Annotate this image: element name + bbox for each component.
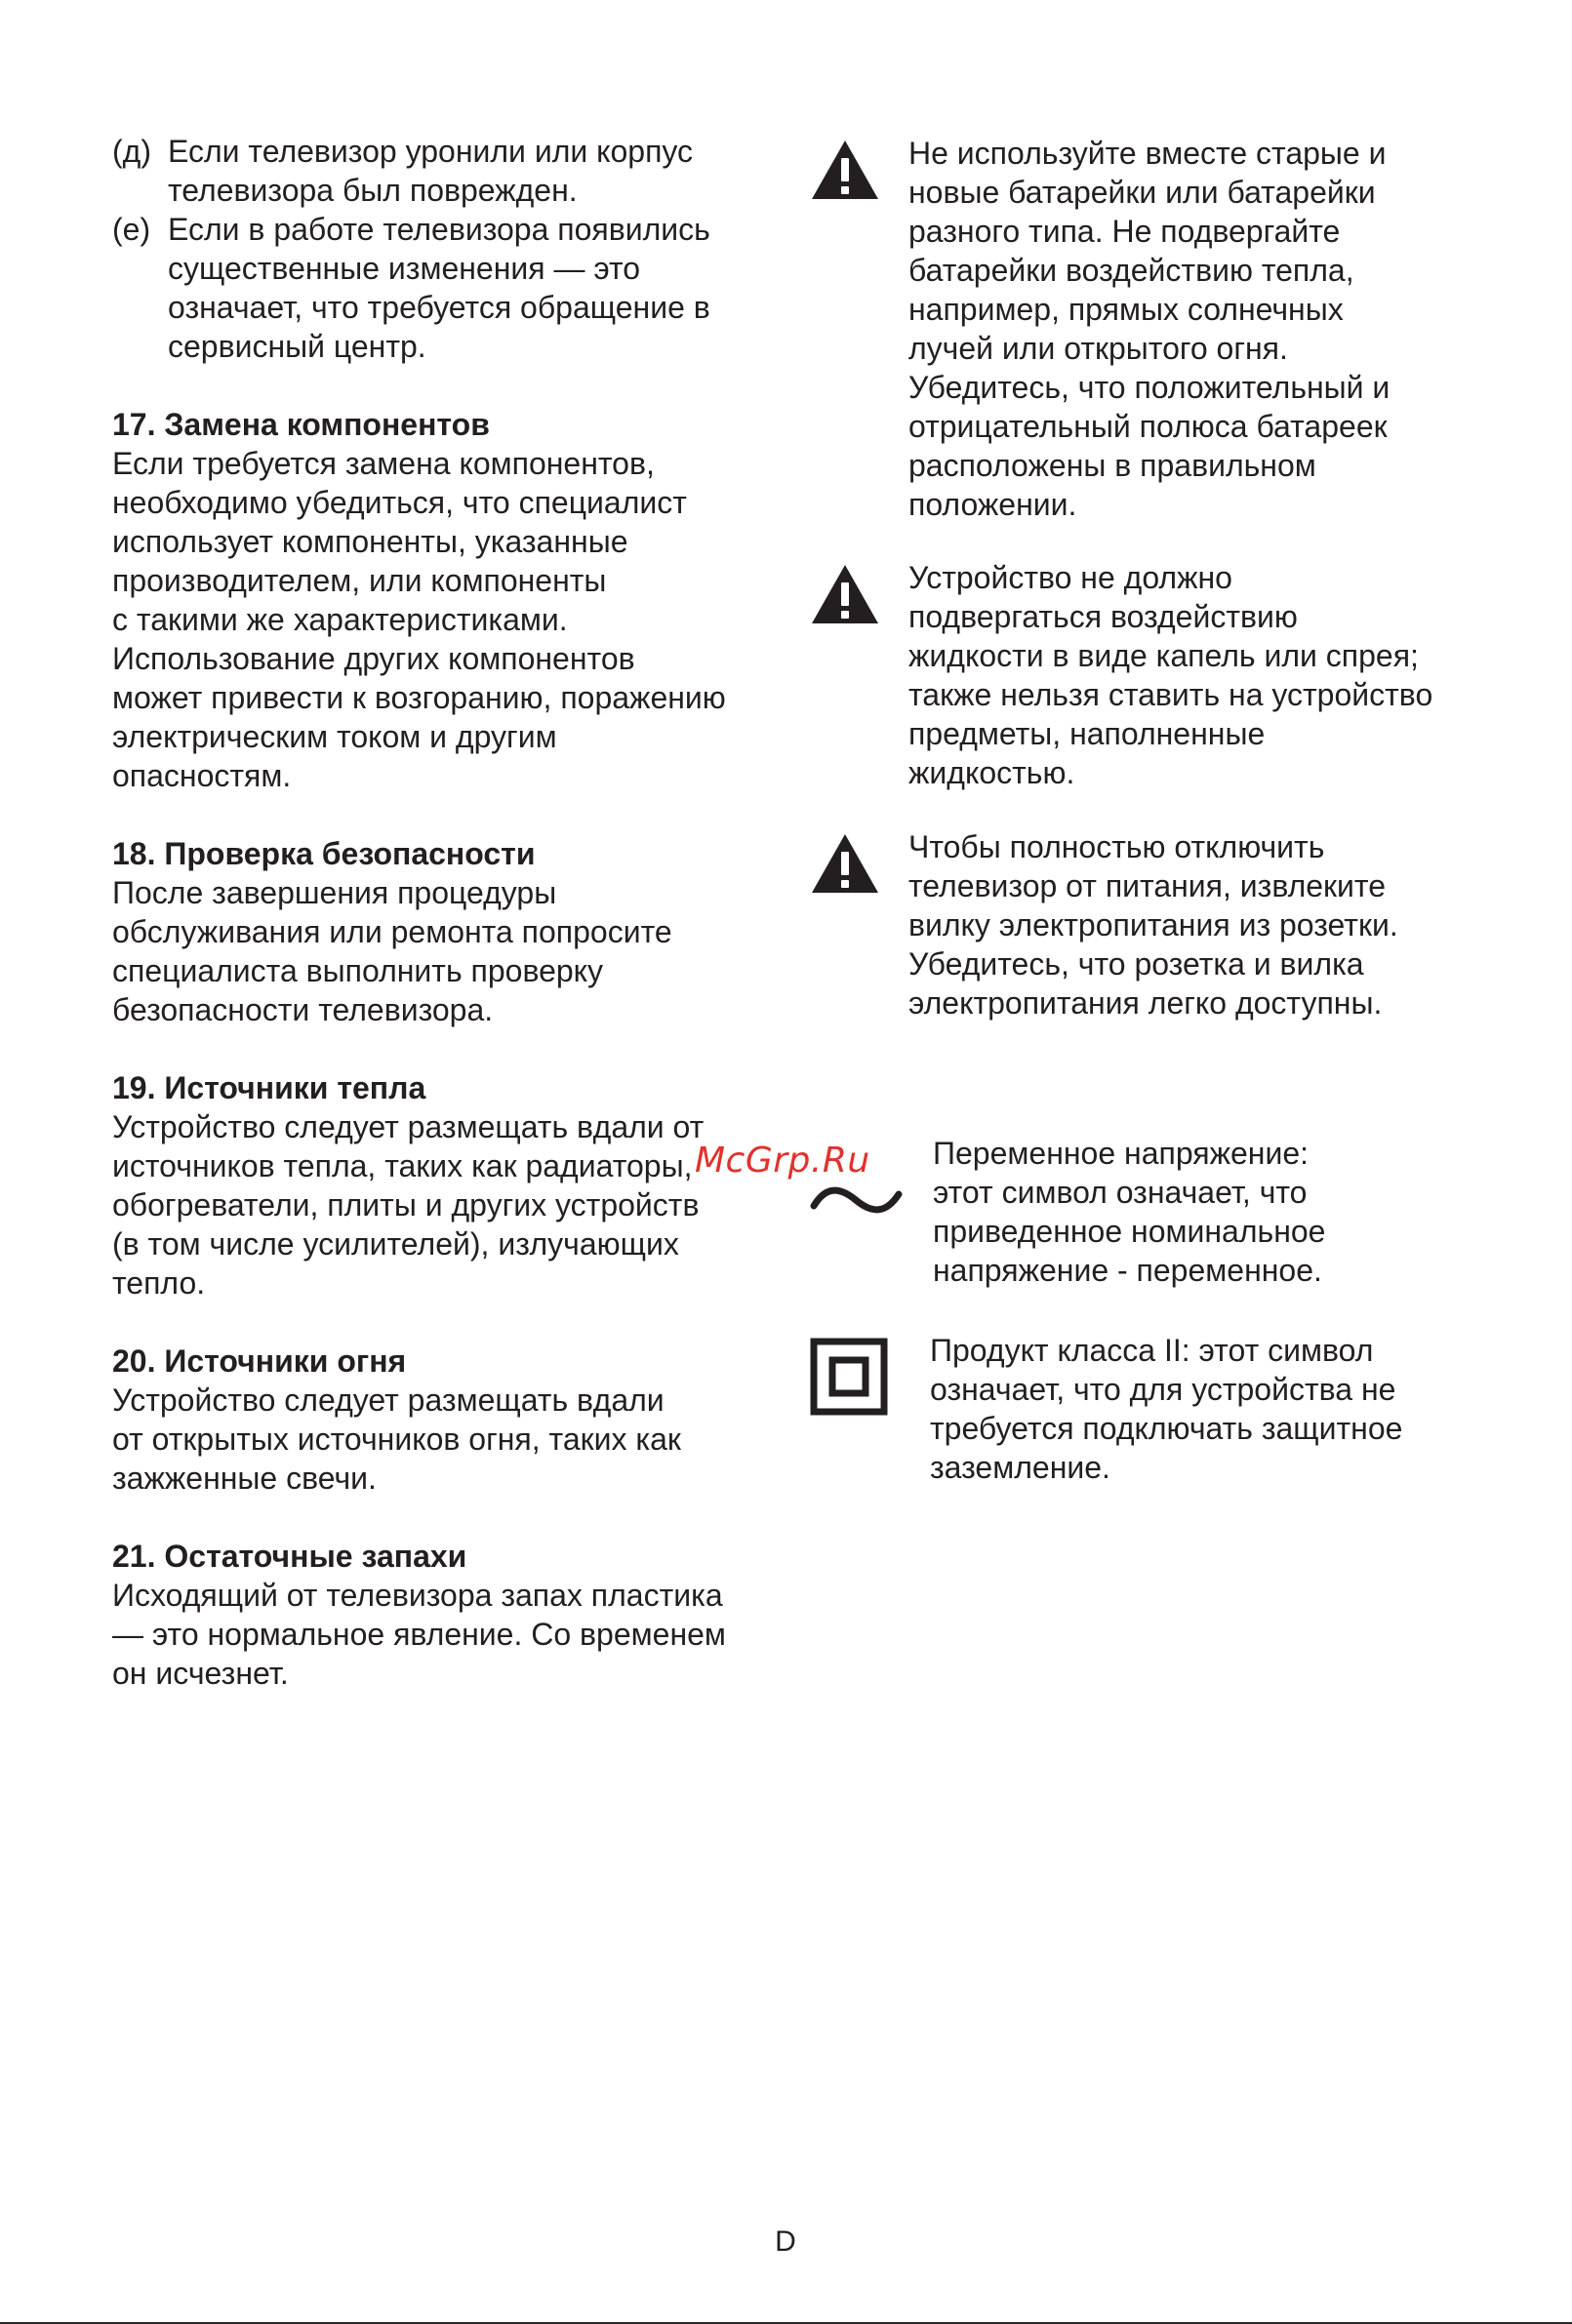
- alternating-current-icon: [810, 1181, 903, 1220]
- section-body: Устройство следует размещать вдали от источников тепла, таких как радиаторы, обогреватели, плиты и других устройств (в том числе усилителей), излучающих тепло.: [112, 1109, 705, 1301]
- page-number: D: [775, 2225, 796, 2258]
- list-text: Если в работе телевизора появились существенные изменения — это означает, что требуется обращение в сервисный центр.: [168, 212, 710, 364]
- section-title: 18. Проверка безопасности: [112, 836, 536, 871]
- section-title: 17. Замена компонентов: [112, 407, 490, 442]
- warning-text: Чтобы полностью отключить телевизор от питания, извлеките вилку электропитания из розетки. Убедитесь, что розетка и вилка электропитания легко доступны.: [908, 829, 1398, 1021]
- watermark-text: McGrp.Ru: [695, 1141, 870, 1181]
- section-residual-odors: [112, 1537, 795, 1693]
- section-body: Если требуется замена компонентов, необходимо убедиться, что специалист использует компоненты, указанные производителем, или компоненты с такими же характеристиками. Использование других компонентов может привести к возгоранию, поражению электрическим током и другим опасностям.: [112, 446, 726, 793]
- warning-text: Устройство не должно подвергаться воздействию жидкости в виде капель или спрея; также нельзя ставить на устройство предметы, наполненные жидкостью.: [908, 560, 1433, 790]
- section-body: Устройство следует размещать вдали от открытых источников огня, таких как зажженные свечи.: [112, 1382, 681, 1496]
- section-safety-check: [112, 834, 795, 1029]
- list-marker: (д): [112, 134, 151, 169]
- section-body: Исходящий от телевизора запах пластика — это нормальное явление. Со временем он исчезнет.: [112, 1578, 726, 1691]
- list-text: Если телевизор уронили или корпус телевизора был поврежден.: [168, 134, 694, 208]
- warning-triangle-icon: [810, 832, 880, 895]
- section-title: 21. Остаточные запахи: [112, 1539, 467, 1574]
- symbol-text: Переменное напряжение: этот символ означает, что приведенное номинальное напряжение - переменное.: [933, 1136, 1326, 1288]
- section-title: 19. Источники тепла: [112, 1070, 426, 1105]
- section-body: После завершения процедуры обслуживания или ремонта попросите специалиста выполнить проверку безопасности телевизора.: [112, 875, 672, 1027]
- symbol-text: Продукт класса II: этот символ означает, что для устройства не требуется подключать защитное заземление.: [930, 1333, 1403, 1485]
- warning-triangle-icon: [810, 139, 880, 201]
- section-heat-sources: [112, 1068, 795, 1302]
- warning-text: Не используйте вместе старые и новые батарейки или батарейки разного типа. Не подвергайте батарейки воздействию тепла, например, прямых солнечных лучей или открытого огня. Убедитесь, что положительный и отрицательный полюса батареек расположены в правильном положении.: [908, 136, 1391, 522]
- list-marker: (е): [112, 212, 151, 247]
- warning-triangle-icon: [810, 563, 880, 625]
- section-title: 20. Источники огня: [112, 1343, 407, 1379]
- class-ii-double-square-icon: [810, 1338, 888, 1416]
- section-replacement-parts: [112, 405, 795, 795]
- section-fire-sources: [112, 1342, 795, 1498]
